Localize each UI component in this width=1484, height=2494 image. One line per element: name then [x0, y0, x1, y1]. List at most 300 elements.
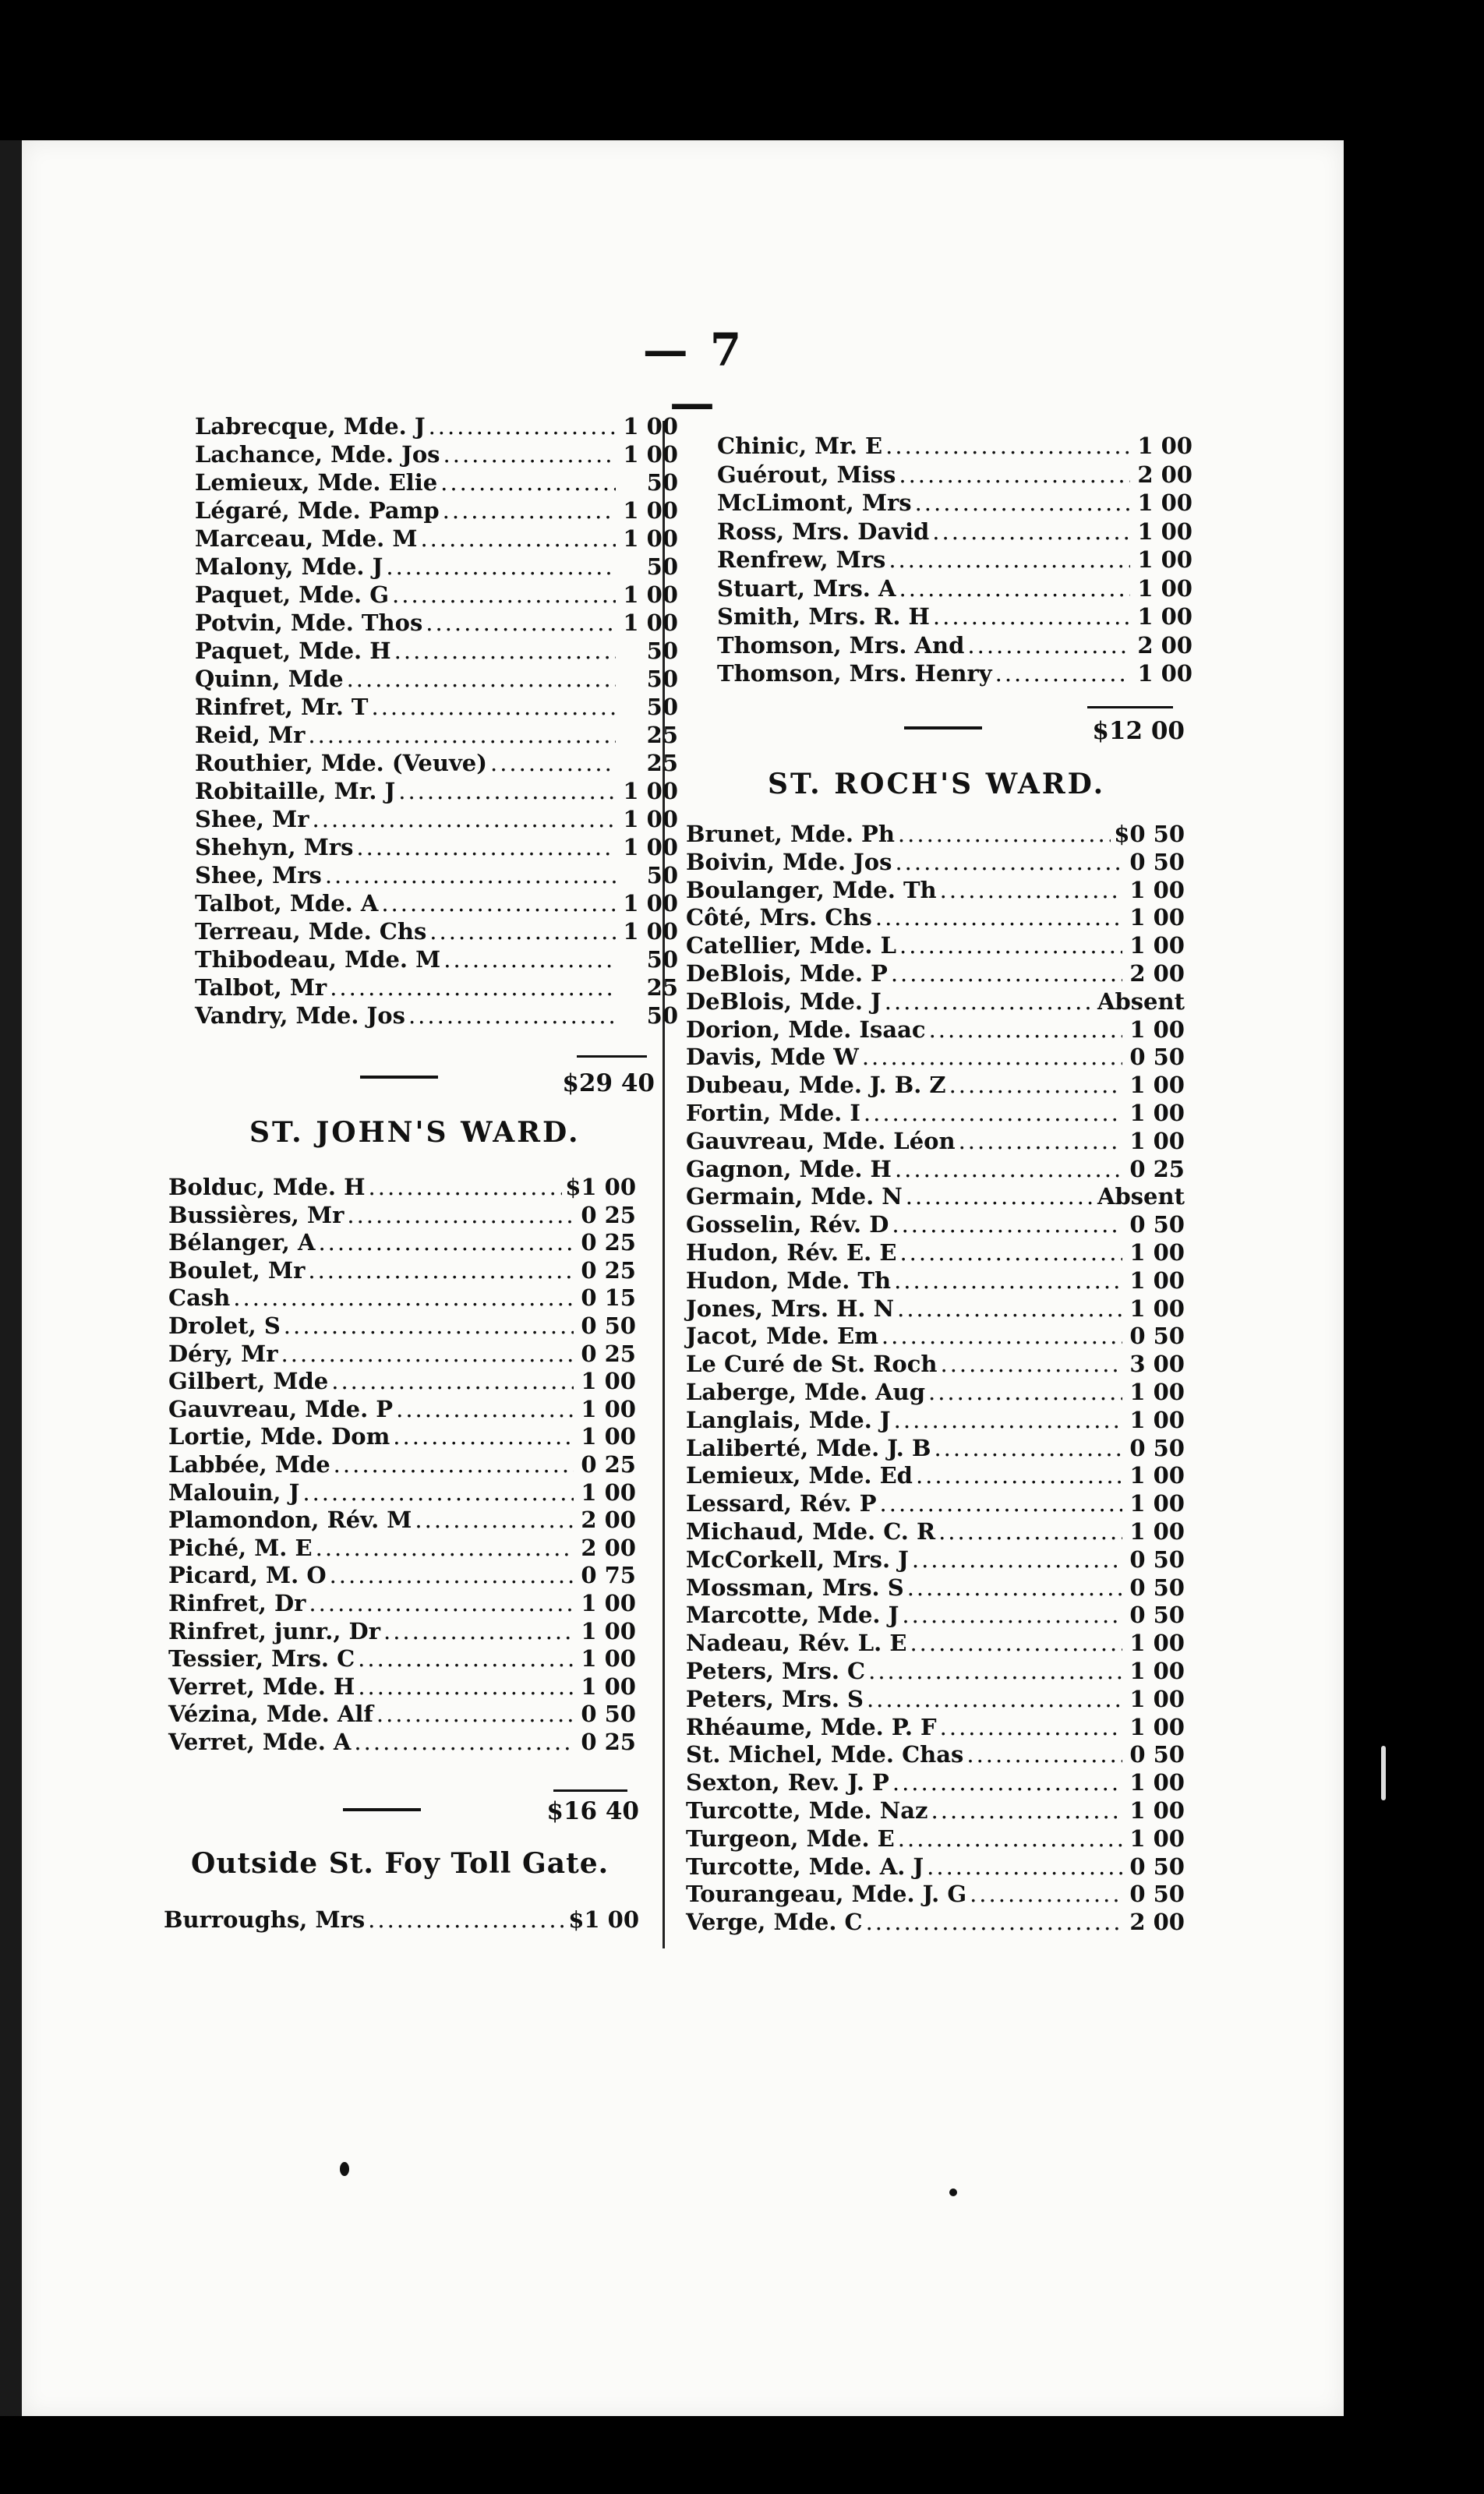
list-item — [168, 1423, 636, 1451]
donation-amount: 1 00 — [1129, 1100, 1185, 1126]
leader-dots — [864, 1100, 1122, 1126]
list-item — [686, 1825, 1185, 1853]
leader-dots — [912, 1546, 1122, 1573]
leader-dots — [868, 1658, 1122, 1684]
list-item — [168, 1701, 636, 1729]
donation-amount: 50 — [646, 946, 678, 973]
donor-name: Gagnon, Mde. H — [686, 1155, 892, 1182]
donor-name: Lachance, Mde. Jos — [195, 441, 440, 468]
donation-amount: 0 25 — [581, 1729, 636, 1755]
donation-amount: Absent — [1097, 987, 1185, 1015]
list-item — [686, 904, 1185, 932]
list-item — [168, 1396, 636, 1424]
list-item — [686, 988, 1185, 1016]
list-item — [717, 546, 1192, 574]
leader-dots — [898, 821, 1111, 847]
donor-name: Boulet, Mr — [168, 1256, 306, 1284]
donation-amount: 1 00 — [1129, 1769, 1185, 1796]
donation-amount: 0 50 — [1129, 1044, 1185, 1071]
list-item — [686, 1574, 1185, 1602]
donor-name: Nadeau, Rév. L. E — [686, 1630, 907, 1657]
list-item — [168, 1312, 636, 1341]
donor-name: Shee, Mr — [195, 806, 309, 832]
donor-name: Malony, Mde. J — [195, 553, 383, 580]
leader-dots — [959, 1128, 1122, 1154]
leader-dots — [932, 518, 1130, 545]
leader-dots — [392, 581, 616, 608]
donation-amount: 1 00 — [623, 834, 678, 860]
donation-amount: 0 50 — [1129, 1602, 1185, 1629]
leader-dots — [891, 960, 1122, 987]
leader-dots — [371, 694, 616, 720]
donor-name: Stuart, Mrs. A — [717, 574, 896, 602]
list-item — [195, 469, 678, 497]
st-johns-total: $16 40 — [546, 1797, 639, 1825]
leader-dots — [894, 1267, 1122, 1294]
st-rochs-heading: ST. ROCH'S WARD. — [768, 768, 1106, 800]
leader-dots — [490, 750, 616, 776]
donor-name: Rinfret, junr., Dr — [168, 1617, 380, 1644]
list-item — [195, 862, 678, 890]
list-item — [195, 722, 678, 750]
list-item — [195, 525, 678, 553]
list-item — [195, 778, 678, 806]
list-item — [168, 1673, 636, 1701]
donor-name: Piché, M. E — [168, 1534, 313, 1561]
leader-dots — [940, 1351, 1122, 1377]
donor-name: Michaud, Mde. C. R — [686, 1518, 936, 1545]
list-item — [168, 1562, 636, 1590]
list-item — [195, 413, 678, 441]
donor-name: Légaré, Mde. Pamp — [195, 497, 440, 524]
donation-amount: 50 — [646, 469, 678, 496]
leader-dots — [369, 1174, 563, 1200]
list-item — [686, 960, 1185, 988]
donor-name: Verge, Mde. C — [686, 1909, 863, 1936]
leader-dots — [933, 603, 1130, 630]
leader-dots — [316, 1535, 574, 1561]
leader-dots — [897, 1295, 1122, 1322]
outside-toll-gate-heading: Outside St. Foy Toll Gate. — [191, 1847, 610, 1880]
leader-dots — [354, 1729, 574, 1755]
leader-dots — [892, 1211, 1122, 1238]
donation-amount: 0 25 — [581, 1340, 636, 1367]
donor-name: Langlais, Mde. J — [686, 1406, 891, 1433]
list-item — [686, 1044, 1185, 1072]
donation-amount: 0 50 — [581, 1701, 636, 1728]
donor-name: Quinn, Mde — [195, 666, 344, 692]
leader-dots — [358, 1645, 574, 1672]
list-item — [686, 1658, 1185, 1686]
donor-name: Shehyn, Mrs — [195, 834, 354, 860]
list-item — [195, 890, 678, 918]
leader-dots — [899, 932, 1122, 959]
list-item — [686, 1016, 1185, 1044]
ink-speck — [949, 2188, 957, 2196]
leader-dots — [898, 1825, 1122, 1852]
donation-amount: 1 00 — [1137, 574, 1192, 602]
donation-amount: 1 00 — [1129, 904, 1185, 931]
list-item — [195, 806, 678, 834]
donor-name: Bolduc, Mde. H — [168, 1174, 366, 1200]
leader-dots — [915, 489, 1130, 516]
donation-amount: 0 50 — [1129, 1323, 1185, 1350]
donor-name: Routhier, Mde. (Veuve) — [195, 750, 487, 776]
subtotal-rule — [904, 726, 982, 729]
list-item — [686, 1323, 1185, 1351]
donor-name: Labrecque, Mde. J — [195, 413, 426, 440]
donation-amount: 1 00 — [1129, 1490, 1185, 1517]
donation-amount: 1 00 — [1129, 1462, 1185, 1489]
leader-dots — [867, 1686, 1122, 1712]
leader-dots — [938, 1518, 1122, 1545]
leader-dots — [429, 918, 616, 945]
list-item — [717, 632, 1192, 660]
leader-dots — [927, 1853, 1122, 1880]
leader-dots — [233, 1284, 574, 1311]
list-item — [686, 1211, 1185, 1239]
leader-dots — [880, 1490, 1122, 1517]
donor-name: Fortin, Mde. I — [686, 1100, 860, 1126]
column2-top-total: $12 00 — [1092, 717, 1185, 745]
donor-name: Catellier, Mde. L — [686, 932, 896, 959]
leader-dots — [313, 806, 616, 832]
donor-name: Gilbert, Mde — [168, 1368, 329, 1395]
leader-dots — [325, 862, 616, 888]
donor-name: Bélanger, A — [168, 1229, 316, 1256]
donation-amount: 1 00 — [581, 1368, 636, 1395]
list-item — [168, 1284, 636, 1312]
list-item — [195, 918, 678, 946]
donation-amount: 50 — [646, 666, 678, 692]
leader-dots — [931, 1797, 1122, 1824]
donor-name: McCorkell, Mrs. J — [686, 1546, 909, 1573]
donation-amount: $1 00 — [565, 1174, 636, 1200]
donation-amount: 1 00 — [623, 806, 678, 832]
donation-amount: 0 50 — [1129, 848, 1185, 875]
list-item — [168, 1229, 636, 1257]
donation-amount: 1 00 — [1129, 1127, 1185, 1154]
donation-amount: 2 00 — [581, 1534, 636, 1561]
leader-dots — [882, 1323, 1122, 1349]
st-johns-heading: ST. JOHN'S WARD. — [249, 1116, 581, 1149]
list-item — [195, 581, 678, 609]
list-item — [686, 1602, 1185, 1630]
leader-dots — [970, 1881, 1122, 1907]
leader-dots — [420, 525, 616, 552]
leader-dots — [910, 1630, 1122, 1656]
leader-dots — [318, 1229, 574, 1256]
donation-amount: 1 00 — [1129, 1797, 1185, 1824]
list-item — [168, 1202, 636, 1230]
donation-amount: 1 00 — [623, 441, 678, 468]
donor-name: Rinfret, Mr. T — [195, 694, 369, 720]
leader-dots — [928, 1379, 1122, 1405]
donation-amount: 1 00 — [581, 1617, 636, 1644]
leader-dots — [902, 1602, 1122, 1628]
donor-name: Guérout, Miss — [717, 461, 896, 488]
page-edge — [0, 140, 24, 2416]
donation-amount: 0 25 — [581, 1229, 636, 1256]
donation-amount: 0 25 — [581, 1451, 636, 1478]
subtotal-rule — [343, 1808, 421, 1811]
donation-amount: 1 00 — [1129, 1630, 1185, 1657]
leader-dots — [895, 1156, 1122, 1182]
donor-name: Sexton, Rev. J. P — [686, 1769, 889, 1796]
donor-name: Boulanger, Mde. Th — [686, 876, 937, 903]
leader-dots — [331, 1368, 574, 1394]
list-item — [168, 1535, 636, 1563]
donation-amount: 50 — [646, 694, 678, 720]
donor-name: Verret, Mde. A — [168, 1729, 352, 1755]
donor-name: Gauvreau, Mde. Léon — [686, 1127, 956, 1154]
donation-amount: 1 00 — [1129, 1016, 1185, 1043]
donation-amount: 1 00 — [581, 1478, 636, 1506]
leader-dots — [309, 1590, 574, 1616]
donor-name: St. Michel, Mde. Chas — [686, 1741, 964, 1768]
list-item — [195, 1002, 678, 1030]
donation-amount: 1 00 — [623, 525, 678, 552]
donor-name: Peters, Mrs. S — [686, 1685, 864, 1712]
list-item — [195, 834, 678, 862]
donor-name: Boivin, Mde. Jos — [686, 848, 892, 875]
donation-amount: 0 50 — [1129, 1853, 1185, 1880]
donation-amount: 1 00 — [1129, 876, 1185, 903]
donation-amount: 1 00 — [1129, 932, 1185, 959]
list-item — [686, 1407, 1185, 1435]
donation-amount: 1 00 — [1129, 1072, 1185, 1099]
leader-dots — [356, 834, 616, 860]
donor-name: Lortie, Mde. Dom — [168, 1423, 390, 1450]
donation-amount: 50 — [646, 553, 678, 580]
list-item — [717, 660, 1192, 688]
donor-name: Le Curé de St. Roch — [686, 1351, 938, 1378]
donor-name: Smith, Mrs. R. H — [717, 603, 930, 630]
donation-amount: 0 50 — [581, 1312, 636, 1339]
list-item — [686, 1100, 1185, 1128]
donation-amount: 1 00 — [623, 918, 678, 945]
list-item — [686, 1881, 1185, 1909]
donation-amount: 1 00 — [581, 1673, 636, 1700]
leader-dots — [929, 1016, 1122, 1043]
donor-name: Burroughs, Mrs — [164, 1906, 366, 1933]
donor-name: Côté, Mrs. Chs — [686, 904, 872, 931]
leader-dots — [386, 553, 616, 580]
leader-dots — [429, 413, 616, 440]
leader-dots — [347, 666, 616, 692]
list-item — [195, 553, 678, 581]
donation-amount: 0 50 — [1129, 1546, 1185, 1573]
list-item — [686, 1630, 1185, 1658]
list-item — [195, 638, 678, 666]
ink-speck — [340, 2162, 349, 2176]
list-item — [168, 1174, 636, 1202]
list-item — [686, 1714, 1185, 1742]
list-item — [195, 750, 678, 778]
donor-name: Paquet, Mde. G — [195, 581, 390, 608]
leader-dots — [967, 632, 1130, 659]
list-item — [717, 603, 1192, 631]
leader-dots — [894, 1407, 1122, 1433]
donation-amount: 50 — [646, 862, 678, 888]
donor-name: Vandry, Mde. Jos — [195, 1002, 405, 1029]
donation-amount: 0 50 — [1129, 1211, 1185, 1238]
list-item — [717, 433, 1192, 461]
donor-name: Drolet, S — [168, 1312, 281, 1339]
donor-name: Renfrew, Mrs — [717, 546, 886, 573]
donor-name: Vézina, Mde. Alf — [168, 1701, 373, 1728]
donor-name: Reid, Mr — [195, 722, 306, 748]
donor-name: Picard, M. O — [168, 1562, 327, 1589]
list-item — [168, 1729, 636, 1757]
list-item — [686, 1156, 1185, 1184]
leader-dots — [866, 1909, 1122, 1935]
donation-amount: $0 50 — [1114, 821, 1185, 847]
donation-amount: 2 00 — [1129, 960, 1185, 987]
donation-amount: 1 00 — [623, 609, 678, 636]
list-item — [686, 1435, 1185, 1463]
donation-amount: 1 00 — [1129, 1379, 1185, 1405]
donation-amount: 2 00 — [1129, 1909, 1185, 1936]
subtotal-rule — [360, 1076, 438, 1079]
leader-dots — [934, 1435, 1122, 1461]
leader-dots — [381, 890, 616, 917]
leader-dots — [895, 849, 1122, 875]
leader-dots — [330, 974, 616, 1001]
donation-amount: $1 00 — [568, 1906, 639, 1933]
leader-dots — [426, 609, 616, 636]
donor-name: Rhéaume, Mde. P. F — [686, 1713, 937, 1740]
list-item — [686, 1490, 1185, 1518]
donor-name: Turgeon, Mde. E — [686, 1825, 895, 1852]
list-item — [195, 609, 678, 638]
donor-name: Tourangeau, Mde. J. G — [686, 1881, 967, 1908]
donor-name: Bussières, Mr — [168, 1201, 344, 1228]
donor-name: Mossman, Mrs. S — [686, 1574, 904, 1601]
donor-name: Germain, Mde. N — [686, 1183, 903, 1210]
leader-dots — [284, 1312, 574, 1339]
donor-name: Hudon, Rév. E. E — [686, 1239, 897, 1266]
leader-dots — [885, 433, 1130, 459]
donor-name: Dorion, Mde. Isaac — [686, 1016, 926, 1043]
donor-name: Potvin, Mde. Thos — [195, 609, 423, 636]
donation-amount: 3 00 — [1129, 1351, 1185, 1378]
list-item — [686, 1183, 1185, 1211]
list-item — [195, 441, 678, 469]
donation-amount: 0 50 — [1129, 1741, 1185, 1768]
donor-name: Talbot, Mr — [195, 974, 327, 1001]
donation-amount: 50 — [646, 1002, 678, 1029]
donor-name: Laliberté, Mde. J. B — [686, 1434, 931, 1461]
donor-name: Thibodeau, Mde. M — [195, 946, 441, 973]
donation-amount: 1 00 — [1129, 1518, 1185, 1545]
donation-amount: 0 15 — [581, 1284, 636, 1312]
list-item — [686, 1769, 1185, 1797]
leader-dots — [899, 575, 1130, 602]
donation-amount: 1 00 — [1129, 1713, 1185, 1740]
leader-dots — [940, 877, 1122, 903]
leader-dots — [308, 1257, 574, 1284]
donation-amount: 1 00 — [1129, 1266, 1185, 1294]
donor-name: Terreau, Mde. Chs — [195, 918, 427, 945]
list-item — [164, 1906, 639, 1934]
list-item — [686, 1909, 1185, 1937]
leader-dots — [358, 1673, 574, 1700]
leader-dots — [383, 1618, 574, 1644]
list-item — [717, 489, 1192, 518]
list-item — [686, 1128, 1185, 1156]
column1-total: $29 40 — [562, 1069, 655, 1097]
donor-name: Tessier, Mrs. C — [168, 1645, 355, 1673]
donation-amount: 1 00 — [623, 581, 678, 608]
list-item — [686, 1295, 1185, 1323]
list-item — [195, 974, 678, 1002]
donor-name: Chinic, Mr. E — [717, 433, 883, 459]
donation-amount: 1 00 — [1137, 603, 1192, 630]
donor-name: Lemieux, Mde. Elie — [195, 469, 438, 496]
donor-name: Talbot, Mde. A — [195, 890, 379, 917]
leader-dots — [862, 1044, 1122, 1070]
donor-name: Cash — [168, 1284, 231, 1312]
list-item — [168, 1590, 636, 1618]
leader-dots — [443, 441, 616, 468]
leader-dots — [376, 1701, 574, 1727]
donor-name: Plamondon, Rév. M — [168, 1507, 412, 1534]
list-item — [686, 1853, 1185, 1881]
leader-dots — [907, 1574, 1122, 1601]
donor-name: Jacot, Mde. Em — [686, 1323, 878, 1350]
donation-amount: 1 00 — [1129, 1825, 1185, 1852]
donation-amount: 0 25 — [1129, 1155, 1185, 1182]
leader-dots — [885, 988, 1094, 1015]
leader-dots — [443, 946, 616, 973]
donation-amount: 1 00 — [1129, 1239, 1185, 1266]
donor-name: Verret, Mde. H — [168, 1673, 355, 1700]
list-item — [717, 518, 1192, 546]
list-item — [168, 1618, 636, 1646]
list-item — [168, 1507, 636, 1535]
donation-amount: 1 00 — [1137, 518, 1192, 545]
list-item — [168, 1451, 636, 1479]
donor-name: Thomson, Mrs. And — [717, 631, 965, 659]
donor-name: Thomson, Mrs. Henry — [717, 660, 992, 687]
leader-dots — [408, 1002, 616, 1029]
list-item — [686, 1741, 1185, 1769]
leader-dots — [949, 1072, 1122, 1098]
donation-amount: Absent — [1097, 1183, 1185, 1210]
ink-speck — [1381, 1746, 1386, 1800]
leader-dots — [889, 546, 1130, 573]
list-item — [686, 877, 1185, 905]
list-item — [168, 1257, 636, 1285]
leader-dots — [347, 1202, 574, 1228]
leader-dots — [906, 1183, 1094, 1210]
leader-dots — [393, 1423, 574, 1450]
list-item — [686, 1239, 1185, 1267]
total-rule — [1087, 706, 1173, 708]
donor-name: Peters, Mrs. C — [686, 1658, 866, 1684]
page-number: — 7 — — [642, 323, 745, 429]
donor-name: McLimont, Mrs — [717, 489, 912, 516]
donation-amount: 1 00 — [623, 890, 678, 917]
leader-dots — [940, 1714, 1122, 1740]
leader-dots — [875, 904, 1122, 931]
donor-name: Shee, Mrs — [195, 862, 322, 888]
donor-name: Rinfret, Dr — [168, 1590, 306, 1616]
donation-amount: 1 00 — [1137, 660, 1192, 687]
list-item — [168, 1341, 636, 1369]
donation-amount: 1 00 — [623, 778, 678, 804]
